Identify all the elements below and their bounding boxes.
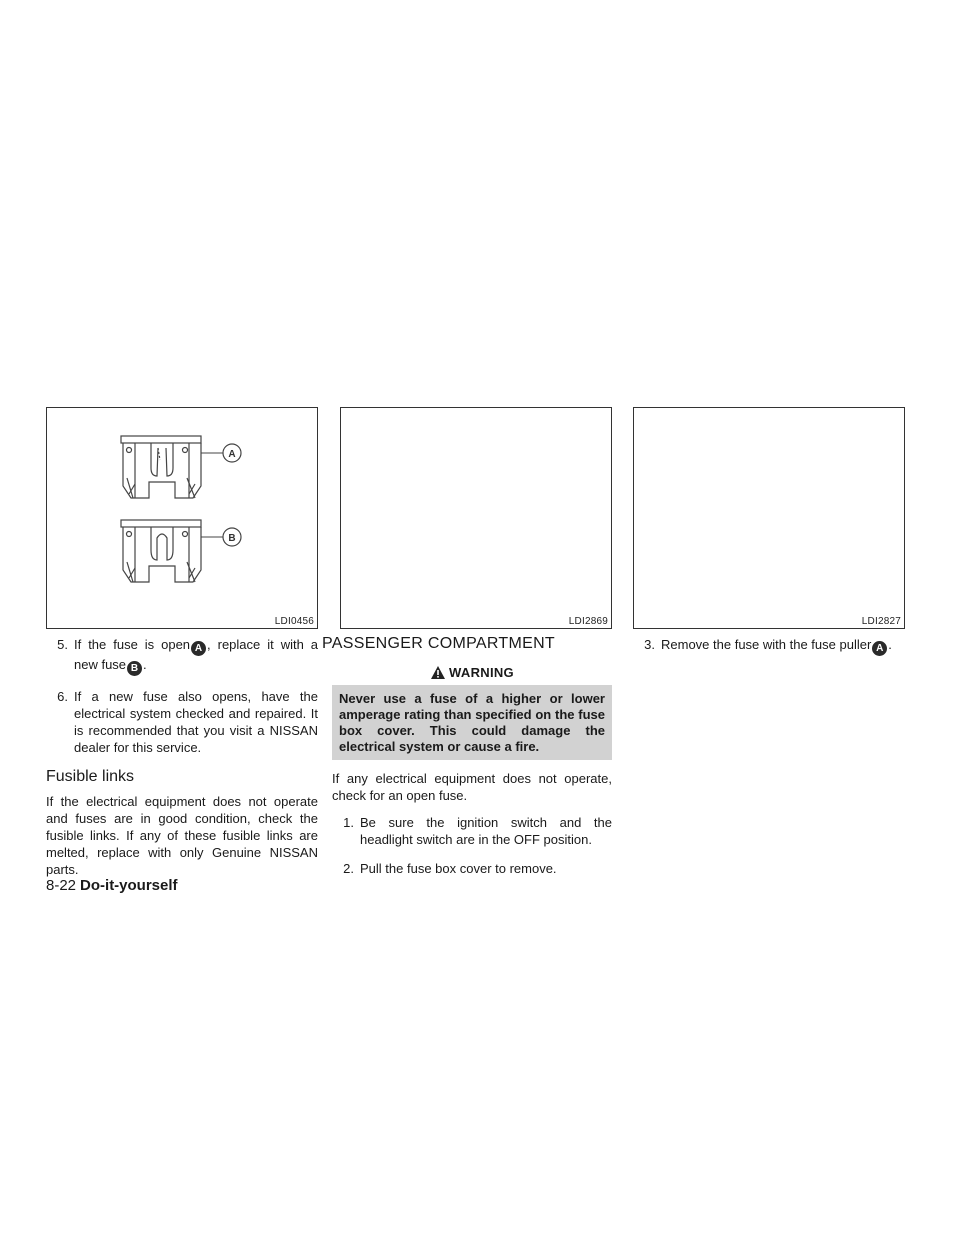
callout-b-label: B [228,533,236,544]
figure-code: LDI2827 [861,616,901,627]
figure-fuse-comparison [46,407,318,629]
step-6 [46,688,318,756]
intro-paragraph: If any electrical equipment does not operate, check for an open fuse. [332,771,612,803]
warning-box: Never use a fuse of a higher or lower amperage rating than specified on the fuse box cover. This could damage the electrical system or cause a fire. [332,685,612,760]
step-1 [332,814,612,848]
warning-header [332,664,612,681]
step-number: 5. [57,637,68,652]
column-left [46,636,318,888]
figure-code: LDI2869 [568,616,608,627]
step-number: 1. [343,815,354,830]
step-text: . [143,657,147,672]
step-2 [332,860,612,877]
figure-code: LDI0456 [274,616,314,627]
warning-label: WARNING [449,665,514,680]
step-text: Be sure the ignition switch and the headlight switch are in the OFF position. [360,815,612,847]
figure-fuse-box-cover [340,407,612,629]
step-text: If the fuse is open [74,637,191,652]
step-text: If a new fuse also opens, have the electrical system checked and repaired. It is recommended that you visit a NISSAN dealer for this service. [74,689,318,755]
step-text: , replace it with a new fuse [74,637,319,672]
subheading-fusible-links: Fusible links [46,768,135,785]
step-number: 2. [343,861,354,876]
fuse-illustration [47,408,317,628]
page-number: 8-22 [46,877,77,894]
page-footer [46,877,178,894]
callout-a-icon: A [872,641,887,656]
callout-a-label: A [228,449,236,460]
column-right [633,636,905,668]
column-middle [322,636,612,889]
step-5 [46,636,318,676]
step-3 [633,636,905,656]
figure-fuse-puller [633,407,905,629]
step-number: 3. [644,637,655,652]
callout-a-icon: A [191,641,206,656]
callout-b-icon: B [127,661,142,676]
step-text: . [888,637,892,652]
step-text: Remove the fuse with the fuse puller [661,637,872,652]
section-heading: PASSENGER COMPARTMENT [322,635,555,652]
chapter-title: Do-it-yourself [80,877,178,894]
step-text: Pull the fuse box cover to remove. [360,861,557,876]
step-number: 6. [57,689,68,704]
fusible-links-paragraph: If the electrical equipment does not operate and fuses are in good condition, check the fusible links. If any of these fusible links are melted, replace with only Genuine NISSAN parts. [46,794,318,877]
warning-triangle-icon [430,665,446,680]
